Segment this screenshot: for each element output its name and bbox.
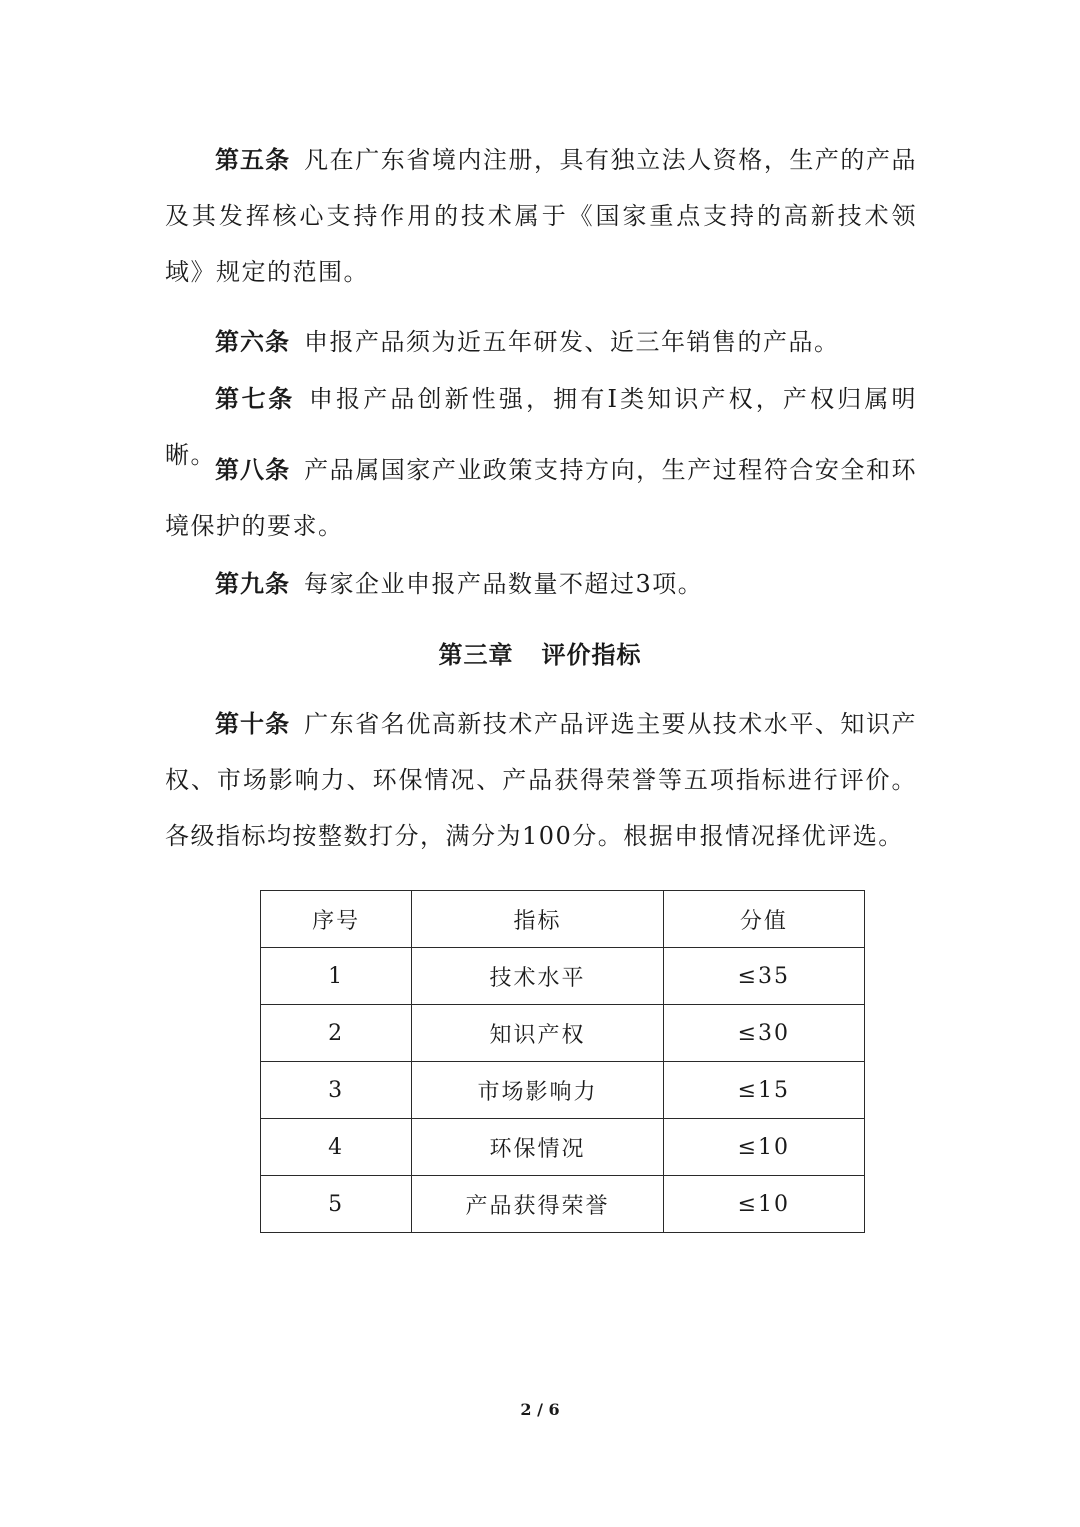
header-seq: 序号 bbox=[261, 891, 412, 948]
cell-indicator: 产品获得荣誉 bbox=[412, 1176, 663, 1233]
cell-indicator: 知识产权 bbox=[412, 1005, 663, 1062]
cell-score: ≤10 bbox=[663, 1176, 864, 1233]
article-label: 第五条 bbox=[215, 146, 291, 174]
article-label: 第六条 bbox=[215, 328, 290, 356]
table-row bbox=[261, 1062, 865, 1119]
chapter-title: 评价指标 bbox=[541, 641, 642, 669]
cell-score: ≤10 bbox=[663, 1119, 864, 1176]
article-5 bbox=[165, 132, 917, 300]
article-text: 广东省名优高新技术产品评选主要从技术水平、知识产权、市场影响力、环保情况、产品获得荣誉等五项指标进行评价。各级指标均按整数打分，满分为100分。根据申报情况择优评选。 bbox=[165, 710, 918, 850]
cell-indicator: 环保情况 bbox=[412, 1119, 663, 1176]
article-10 bbox=[165, 696, 917, 864]
table-row bbox=[261, 1119, 865, 1176]
article-label: 第七条 bbox=[215, 385, 295, 413]
table-row bbox=[261, 1176, 865, 1233]
cell-seq: 1 bbox=[261, 948, 412, 1005]
cell-seq: 5 bbox=[261, 1176, 412, 1233]
article-label: 第十条 bbox=[215, 710, 291, 738]
article-8 bbox=[165, 442, 917, 554]
article-text: 申报产品须为近五年研发、近三年销售的产品。 bbox=[304, 328, 840, 356]
table-header-row bbox=[261, 891, 865, 948]
cell-indicator: 市场影响力 bbox=[412, 1062, 663, 1119]
chapter-heading bbox=[0, 630, 1080, 680]
article-text: 产品属国家产业政策支持方向，生产过程符合安全和环境保护的要求。 bbox=[165, 456, 918, 540]
score-table bbox=[260, 890, 865, 1233]
header-score: 分值 bbox=[663, 891, 864, 948]
chapter-number: 第三章 bbox=[438, 641, 514, 669]
article-text: 申报产品创新性强，拥有Ⅰ类知识产权，产权归属明晰。 bbox=[165, 385, 917, 469]
article-9 bbox=[165, 556, 917, 612]
cell-score: ≤30 bbox=[663, 1005, 864, 1062]
cell-score: ≤35 bbox=[663, 948, 864, 1005]
article-text: 凡在广东省境内注册，具有独立法人资格，生产的产品及其发挥核心支持作用的技术属于《国家重点支持的高新技术领域》规定的范围。 bbox=[165, 146, 918, 286]
article-text: 每家企业申报产品数量不超过3项。 bbox=[304, 570, 704, 598]
cell-indicator: 技术水平 bbox=[412, 948, 663, 1005]
article-6 bbox=[165, 314, 917, 370]
cell-seq: 2 bbox=[261, 1005, 412, 1062]
table-row bbox=[261, 1005, 865, 1062]
table-row bbox=[261, 948, 865, 1005]
cell-seq: 3 bbox=[261, 1062, 412, 1119]
page-number: 2 / 6 bbox=[520, 1400, 560, 1419]
header-indicator: 指标 bbox=[412, 891, 663, 948]
article-label: 第八条 bbox=[215, 456, 291, 484]
cell-seq: 4 bbox=[261, 1119, 412, 1176]
cell-score: ≤15 bbox=[663, 1062, 864, 1119]
article-label: 第九条 bbox=[215, 570, 290, 598]
